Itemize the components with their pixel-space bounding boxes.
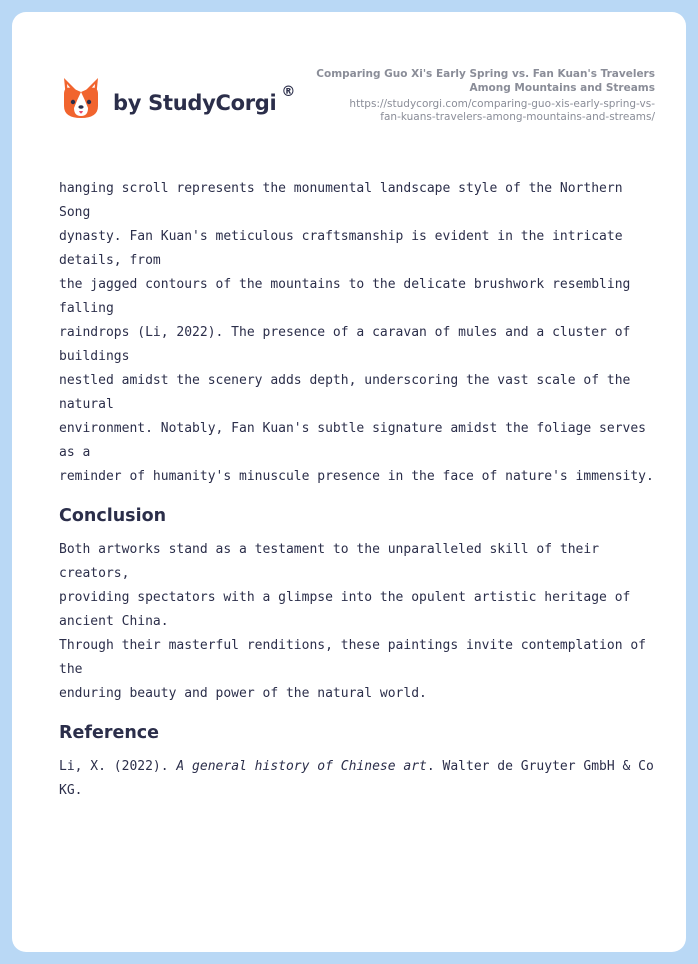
- document-page: [12, 12, 686, 952]
- text-line: reminder of humanity's minuscule presence in the face of nature's immensity.: [59, 469, 654, 484]
- document-header: [295, 67, 655, 124]
- text-line: Through their masterful renditions, these paintings invite contemplation of the: [59, 638, 646, 677]
- text-line: raindrops (Li, 2022). The presence of a caravan of mules and a cluster of buildings: [59, 325, 631, 364]
- document-title-line: Comparing Guo Xi's Early Spring vs. Fan Kuan's Travelers: [316, 68, 655, 80]
- document-body: [59, 177, 659, 803]
- conclusion-paragraph: [59, 538, 659, 706]
- reference-heading: Reference: [59, 723, 160, 743]
- corgi-logo-icon: [60, 76, 102, 122]
- document-url[interactable]: [295, 98, 655, 124]
- text-line: providing spectators with a glimpse into the opulent artistic heritage of ancient China.: [59, 590, 631, 629]
- text-line: hanging scroll represents the monumental landscape style of the Northern Song: [59, 181, 623, 220]
- document-url-line[interactable]: fan-kuans-travelers-among-mountains-and-streams/: [380, 111, 655, 123]
- text-line: environment. Notably, Fan Kuan's subtle signature amidst the foliage serves as a: [59, 421, 646, 460]
- reference-author: Li, X. (2022).: [59, 759, 177, 774]
- intro-paragraph: [59, 177, 659, 489]
- reference-publisher: . Walter de Gruyter GmbH & Co KG.: [59, 759, 654, 798]
- conclusion-heading: Conclusion: [59, 506, 167, 526]
- text-line: nestled amidst the scenery adds depth, underscoring the vast scale of the natural: [59, 373, 631, 412]
- text-line: the jagged contours of the mountains to the delicate brushwork resembling falling: [59, 277, 631, 316]
- document-title: [295, 67, 655, 95]
- brand-name: by StudyCorgi: [113, 91, 277, 115]
- text-line: Both artworks stand as a testament to the unparalleled skill of their creators,: [59, 542, 600, 581]
- text-line: enduring beauty and power of the natural world.: [59, 686, 427, 701]
- registered-mark: ®: [281, 84, 296, 100]
- document-title-line: Among Mountains and Streams: [469, 82, 655, 94]
- studycorgi-logo[interactable]: [60, 76, 295, 122]
- text-line: dynasty. Fan Kuan's meticulous craftsmanship is evident in the intricate details, from: [59, 229, 623, 268]
- reference-entry: [59, 755, 659, 803]
- document-url-line[interactable]: https://studycorgi.com/comparing-guo-xis-early-spring-vs-: [349, 98, 655, 110]
- reference-title: A general history of Chinese art: [176, 759, 427, 774]
